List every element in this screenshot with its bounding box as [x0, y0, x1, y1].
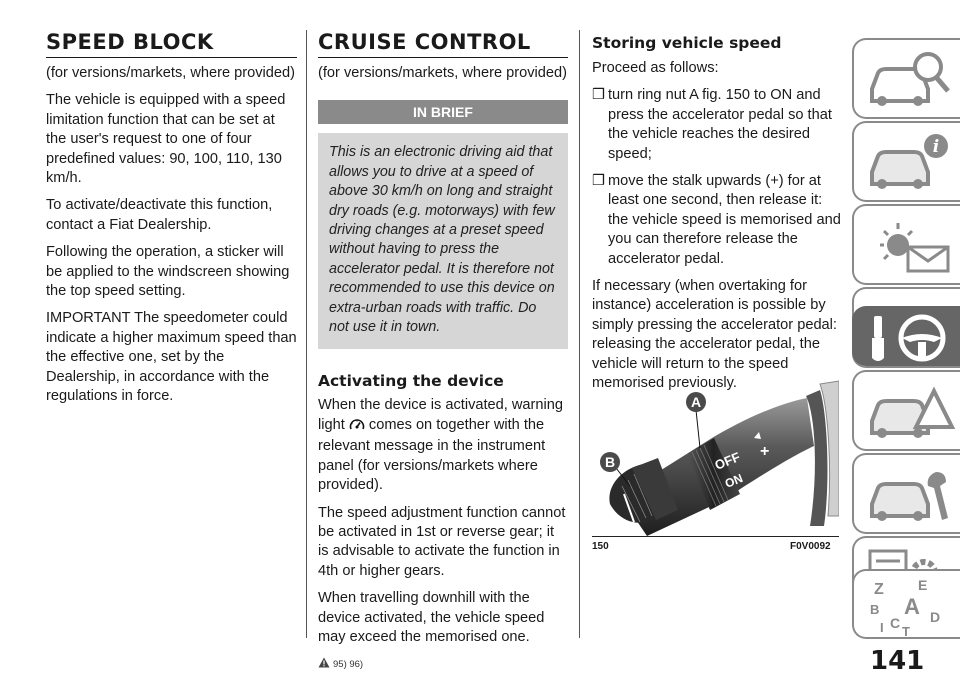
cruise-control-title: CRUISE CONTROL	[318, 30, 568, 58]
svg-text:E: E	[918, 577, 928, 593]
activating-device-paragraph: The speed adjustment function cannot be activated in 1st or reverse gear; it is advisable to activate the function in 4th or higher gears.	[318, 504, 566, 579]
svg-text:D: D	[930, 609, 941, 625]
svg-text:A: A	[690, 394, 702, 410]
svg-text:A: A	[904, 594, 920, 619]
ring-on-label: ON	[722, 471, 745, 491]
warning-lights-icon	[862, 211, 958, 279]
figure-rule	[592, 536, 839, 537]
speed-block-important: IMPORTANT The speedometer could indicate a higher maximum speed than the effective one, set by the Dealership, in accordance with the regulations in force.	[46, 310, 297, 405]
ring-off-label: OFF	[712, 449, 743, 473]
column-divider	[579, 30, 580, 638]
warning-references[interactable]: 95) 96)	[318, 657, 568, 671]
activating-device-title: Activating the device	[318, 372, 504, 391]
activating-device-paragraph: When travelling downhill with the device activated, the vehicle speed may exceed the memorised one.	[318, 590, 545, 645]
cruise-control-stalk-figure	[592, 376, 839, 536]
tab-knowing-your-car[interactable]	[852, 38, 960, 119]
storing-speed-column	[592, 30, 842, 394]
speed-block-subtitle: (for versions/markets, where provided)	[46, 65, 295, 81]
checkbox-bullet-icon: ❒	[592, 173, 606, 190]
tab-starting-and-driving[interactable]	[852, 306, 960, 366]
warning-triangle-icon	[318, 657, 330, 671]
svg-text:T: T	[902, 624, 910, 638]
storing-speed-paragraph: If necessary (when overtaking for instance) acceleration is possible by simply pressing the accelerator pedal: releasing the accelerator pedal, the vehicle will return to the speed memorised previously.	[592, 278, 837, 392]
cruise-control-warning-light-icon	[349, 418, 365, 437]
tab-in-an-emergency[interactable]	[852, 370, 960, 451]
car-search-icon	[862, 45, 958, 113]
in-brief-box	[318, 133, 568, 349]
cruise-control-column	[318, 30, 568, 671]
svg-text:I: I	[880, 620, 884, 635]
svg-text:C: C	[890, 615, 901, 631]
in-brief-text: This is an electronic driving aid that allows you to drive at a speed of above 30 km/h on long and straight dry roads (e.g. motorways) with few driving changes at a preset speed without having to press the accelerator pedal. It is therefore not recommended to use this device on extra-urban roads with traffic. Do not use it in town.	[329, 144, 555, 336]
storing-speed-title: Storing vehicle speed	[592, 34, 782, 52]
tab-warning-lights[interactable]	[852, 204, 960, 285]
svg-text:B: B	[604, 454, 616, 470]
list-item: ❒ turn ring nut A fig. 150 to ON and press the accelerator pedal so that the vehicle reaches the desired speed;	[592, 87, 832, 162]
cruise-control-subtitle: (for versions/markets, where provided)	[318, 65, 567, 81]
car-maintenance-icon	[862, 460, 958, 528]
car-emergency-icon	[862, 377, 958, 445]
tab-servicing-and-care[interactable]	[852, 453, 960, 534]
page-number: 141	[870, 646, 925, 676]
speed-block-column	[46, 30, 297, 407]
minus-label: –	[765, 467, 773, 483]
activating-device-paragraph: When the device is activated, warning light comes on together with the relevant message in the instrument panel (for versions/markets where provided).	[318, 397, 563, 494]
list-item: ❒ move the stalk upwards (+) for at least one second, then release it: the vehicle speed is memorised and you can therefore release the accelerator pedal.	[592, 173, 841, 267]
car-info-icon	[862, 128, 958, 196]
svg-text:i: i	[932, 137, 940, 157]
speed-block-title: SPEED BLOCK	[46, 30, 297, 58]
index-letters-icon	[862, 576, 958, 638]
tab-index[interactable]	[852, 569, 960, 639]
figure-code: F0V0092	[790, 541, 831, 552]
key-steering-wheel-icon	[862, 312, 958, 364]
figure-number: 150	[592, 541, 609, 552]
column-divider	[306, 30, 307, 638]
speed-block-paragraph: The vehicle is equipped with a speed limitation function that can be set at the user's request to one of four predefined values: 90, 100, 110, 130 km/h.	[46, 92, 286, 187]
svg-text:Z: Z	[874, 581, 884, 598]
stalk-illustration	[592, 376, 839, 536]
speed-block-paragraph: Following the operation, a sticker will be applied to the windscreen showing the top speed setting.	[46, 244, 290, 300]
storing-speed-intro: Proceed as follows:	[592, 60, 719, 76]
speed-block-paragraph: To activate/deactivate this function, contact a Fiat Dealership.	[46, 197, 273, 233]
in-brief-header: IN BRIEF	[318, 100, 568, 124]
plus-label: +	[760, 443, 770, 460]
arrow-down-icon	[768, 496, 774, 504]
tab-knowing-instrument-panel[interactable]	[852, 121, 960, 202]
svg-text:B: B	[870, 602, 880, 617]
checkbox-bullet-icon: ❒	[592, 87, 606, 104]
